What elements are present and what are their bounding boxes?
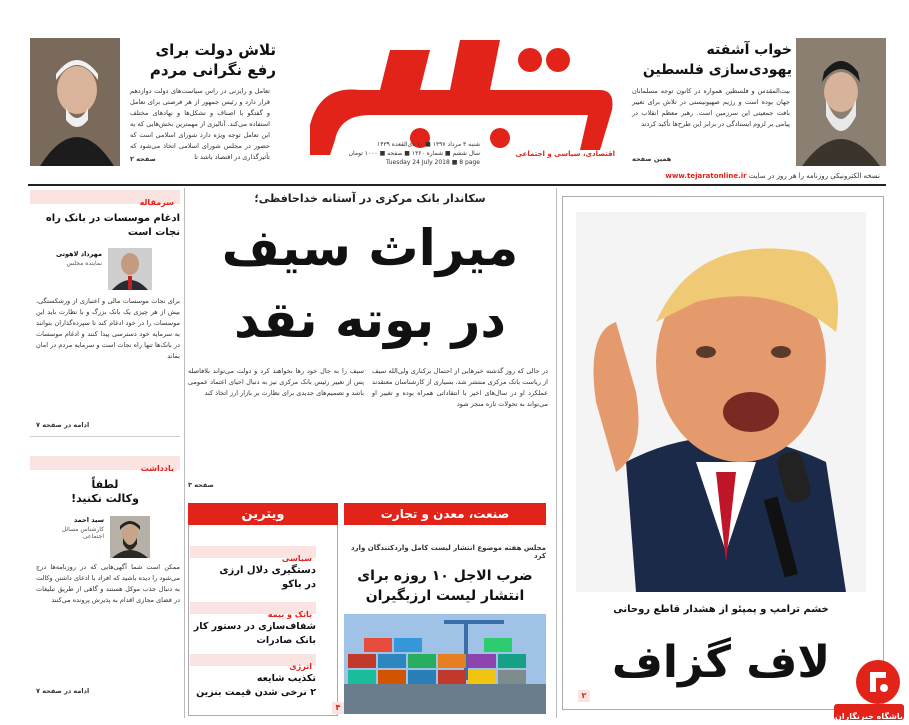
watermark-badge (856, 660, 900, 704)
masthead-dateline-3: Tuesday 24 July 2018 ■ 8 page (385, 159, 480, 166)
watermark-logo-icon (856, 660, 900, 704)
editorial-bottom-rule (30, 436, 180, 437)
showcase-item-title-line1: شفاف‌سازی در دستور کار (193, 621, 316, 632)
leader-photo (796, 38, 886, 166)
website-url[interactable]: www.tejaratonline.ir (665, 172, 747, 180)
showcase-item-title-line2: بانک صادرات (256, 635, 316, 646)
note-page-ref[interactable]: ادامه در صفحه ۷ (36, 687, 90, 695)
editorial-section-label (30, 190, 180, 207)
top-left-body: تعامل و رایزنی در راس سیاست‌های دولت دوازدهم قرار دارد و رئیس جمهور از هر فرصتی برای تعامل و گفتگو با اصناف و تشکل‌ها و نهادهای مختلف استفاده می‌کند. آنالیزی از مهمترین بخش‌هایی که به این تعامل توجه ویژه دارد شورای اسلامی است که حضور در مجلس شورای اسلامی اتخاذ می‌شود که تأثیرگذاری در اقتصاد باشد تا (130, 87, 270, 161)
trump-headline[interactable]: لاف گزاف (611, 637, 831, 688)
trump-photo (576, 212, 866, 592)
website-line[interactable] (240, 172, 880, 180)
note-author: سید احمد (73, 516, 104, 524)
editorial-author-role: نماینده مجلس (66, 260, 102, 267)
masthead-tagline: اقتصادی، سیاسی و اجتماعی (515, 150, 615, 158)
lead-page-ref[interactable]: صفحه ۳ (188, 481, 214, 489)
note-section-label (30, 456, 180, 473)
watermark-label-text: باشگاه خبرنگاران (835, 712, 903, 721)
lead-headline-line1: میراث سیف (221, 219, 519, 277)
showcase-item[interactable] (190, 540, 336, 600)
showcase-item-tag-text: انرژی (289, 662, 312, 671)
showcase-item-title-line2: ۲ نرخی شدن قیمت بنزین (196, 687, 316, 698)
industry-headline-line2: انتشار لیست ارزبگیران (365, 588, 525, 604)
showcase-item-title-line2: در باکو (282, 579, 316, 590)
showcase-item-tag (190, 602, 316, 619)
showcase-item-tag-text: بانک و بیمه (267, 610, 312, 619)
top-right-headline-line2: یهودی‌سازی فلسطین (642, 62, 792, 78)
website-line-text: نسخه الکترونیکی روزنامه را هر روز در سایت (748, 172, 880, 180)
trump-page-num[interactable]: ۲ (578, 690, 590, 702)
containers-photo (344, 614, 546, 714)
left-column-divider (184, 188, 185, 718)
showcase-bar-label: ویترین (241, 507, 285, 522)
top-left-headline[interactable] (124, 40, 276, 80)
industry-kicker: مجلس هفته موضوع انتشار لیست کامل واردکنندگان وارد کرد (350, 544, 546, 560)
masthead-dateline-1: شنبه ۳ مرداد ۱۳۹۷ ■ ۱۰ ذی‌القعده ۱۴۳۹ (377, 141, 480, 148)
industry-bar (344, 503, 546, 525)
industry-headline[interactable] (344, 566, 546, 606)
masthead-divider (28, 184, 886, 186)
note-body: ممکن است شما آگهی‌هایی که در روزنامه‌ها درج می‌شود را دیده باشید که افراد با ادعای داشتن وکالت به دنبال جذب موکل هستند و گاهی از طریق تبلیغات در فضای مجازی اقدام به پذیرش پرونده می‌کنند (36, 563, 180, 604)
editorial-body: برای نجات موسسات مالی و اعتباری از ورشکستگی، بیش از هر چیزی یک بانک بزرگ و با نظارت باید این موسسات را در خود ادغام کند تا سپرده‌گذاران بتوانند به سرمایه خود دسترسی پیدا کنند و ادغام موسسات در بانک‌ها تنها راه نجات است و سرمایه مردم در امان بماند (36, 297, 180, 360)
editorial-title[interactable]: ادغام موسسات در بانک راه نجات است (45, 213, 180, 238)
lead-headline[interactable] (190, 212, 550, 356)
note-author-role: کارشناس مسائل اجتماعی (61, 526, 104, 540)
top-right-headline[interactable] (640, 40, 792, 80)
top-left-page-ref[interactable]: صفحه ۲ (130, 155, 156, 163)
top-right-page-ref[interactable]: همین صفحه (632, 155, 672, 163)
note-title[interactable] (30, 478, 180, 506)
top-left-headline-line2: رفع نگرانی مردم (149, 61, 276, 79)
top-right-headline-line1: خواب آشفته (706, 42, 792, 58)
masthead-dateline-2: سال ششم ■ شماره ۱۳۶۰ ■ صفحه ■ ۱۰۰۰ تومان (348, 150, 480, 157)
note-title-line2: وکالت نکنید! (71, 492, 139, 505)
watermark-label (834, 704, 904, 720)
showcase-item-tag-text: سیاسی (281, 554, 312, 563)
industry-bar-label: صنعت، معدن و تجارت (380, 507, 510, 521)
note-author-photo (110, 516, 150, 558)
editorial-page-ref[interactable]: ادامه در صفحه ۷ (36, 421, 90, 429)
rouhani-photo (30, 38, 120, 166)
showcase-item-title-line1: تکذیب شایعه (256, 673, 316, 684)
showcase-bar (188, 503, 338, 525)
top-right-body: بیت‌المقدس و فلسطین همواره در کانون توجه مسلمانان جهان بوده است و رژیم صهیونیستی در تلاش برای تغییر بافت جمعیتی این سرزمین است. رهبر معظم انقلاب در پیامی بر لزوم ایستادگی در برابر این طرح‌ها تأکید کردند (632, 87, 790, 128)
showcase-item-tag (190, 654, 316, 671)
lead-kicker: سکاندار بانک مرکزی در آستانه خداحافظی؛ (254, 192, 486, 205)
editorial-section-label-text: سرمقاله (139, 198, 174, 207)
showcase-item-tag (190, 546, 316, 563)
showcase-item[interactable] (190, 596, 336, 656)
showcase-item-title-line1: دستگیری دلال ارزی (219, 565, 316, 576)
industry-headline-line1: ضرب الاجل ۱۰ روزه برای (357, 568, 533, 584)
lead-column-divider (556, 188, 557, 718)
lead-headline-line2: در بوته نقد (233, 291, 507, 349)
note-title-line1: لطفاً (91, 478, 119, 491)
editorial-author-photo (108, 248, 152, 290)
editorial-author: مهرداد لاهوتی (56, 250, 102, 258)
note-section-label-text: یادداشت (140, 464, 174, 473)
top-left-headline-line1: تلاش دولت برای (155, 41, 276, 59)
industry-page-num[interactable]: ۴ (332, 702, 344, 714)
lead-body-left: سیف را به حال خود رها نخواهند کرد و دولت می‌تواند بلافاصله پس از تغییر رئیس بانک مرکزی نیز به دنبال احیای اعتماد عمومی باشد و تصمیم‌های جدیدی برای نظارت بر بازار ارز اتخاذ کند (188, 367, 364, 397)
showcase-item[interactable] (190, 648, 336, 708)
lead-body-right: در حالی که روز گذشته خبرهایی از احتمال برکناری ولی‌الله سیف از ریاست بانک مرکزی منتشر شد، بسیاری از کارشناسان معتقدند عملکرد او در سال‌های اخیر با انتقاداتی همراه بوده و تغییر او می‌تواند به تحولات تازه منجر شود (372, 367, 548, 408)
trump-caption: خشم ترامپ و پمپئو از هشدار قاطع روحانی (613, 604, 829, 615)
